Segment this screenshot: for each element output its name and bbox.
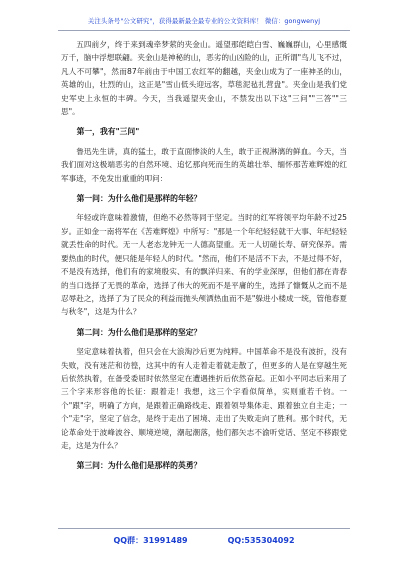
- body-paragraph: 鲁迅先生讲，真的猛士，敢于直面惨淡的人生，敢于正视淋漓的鲜血。今天，当我们面对这极端恶劣的自然环境、追忆那向死而生的英雄壮举、缅怀那苦难辉煌的红军事迹，不免发出重重的叩问：: [61, 146, 347, 183]
- question-heading-2: 第二问：为什么他们是那样的坚定？: [76, 327, 202, 337]
- section-heading-1: 第一，我有"三问": [76, 127, 140, 137]
- body-paragraph: 坚定意味着执着，但只会在大浪淘沙后更为纯粹。中国革命不是没有波折，没有失败，没有迷茫和彷徨，这其中的有人走着走着就走散了，但更多的人是在穿越生死后依然执着，在备受委屈时依然坚定在遭遇挫折后依然奋起。正如小平同志后来用了三个字来形容他的长征：跟着走！我想，这三个字看似简单，实则重若千钧。一个"跟"字，明确了方向，是跟着正确路线走、跟着领导集体走、跟着独立自主走；一个"走"字，坚定了信念，是终于走出了困境、走出了失败走向了胜利。那个时代，无论革命处于波峰波谷、顺境逆境，潮起潮落，他们都矢志不渝听党话、坚定不移跟党走，这是为什么？: [61, 347, 347, 450]
- footer-divider: [58, 528, 350, 529]
- question-heading-3: 第三问：为什么他们是那样的英勇？: [76, 461, 202, 471]
- page-footer: [0, 535, 408, 546]
- intro-paragraph: 五四前夕，终于来到魂牵梦萦的夹金山。遥望那皑皑白雪、巍巍群山，心里感慨万千，脑中浮想联翩。夹金山是神秘的山，恶劣的山凶险的山，正所谓"鸟儿飞不过，凡人不可攀"，然而87年前由于中国工农红军的翻越，夹金山成为了一座神圣的山，英雄的山，壮烈的山，这正是"雪山低头迎远客，草毯泥毡扎营盘"。夹金山是我们党史军史上永恒的丰碑。今天，当我遥望夹金山，不禁发出以下这"三问""三答""三思"。: [61, 40, 347, 117]
- body-paragraph: 年轻或许意味着激情，但绝不必然等同于坚定。当时的红军将领平均年龄不过25岁。正如金一南将军在《苦难辉煌》中所写："那是一个年纪轻轻就干大事、年纪轻轻就丢性命的时代。无一人老态龙钟无一人德高望重。无一人切磋长寿、研究保养。需要热血的时代，便只能是年轻人的时代。"然而，他们不是活不下去，不是过得不好，不是没有选择，他们有的家境殷实、有的飘洋归来、有的学业深厚，但他们都在青春的当口选择了无畏的革命，选择了伟大的死而不是平庸的生，选择了慷慨从之而不是忍辱赴之，选择了为了民众的利益而抛头颅洒热血而不是"躲进小楼成一统，管他春夏与秋冬"，这是为什么？: [61, 213, 347, 317]
- document-body: [61, 38, 347, 479]
- question-heading-1: 第一问：为什么他们是那样的年轻？: [76, 194, 202, 204]
- qq-number-label: QQ:535304092: [227, 536, 295, 545]
- qq-group-label: QQ群：31991489: [113, 536, 188, 545]
- header-divider: [58, 30, 350, 31]
- page-header: 关注头条号"公文研究"，获得最新最全最专业的公文资料库！ 微信：gongwenyj: [87, 17, 321, 25]
